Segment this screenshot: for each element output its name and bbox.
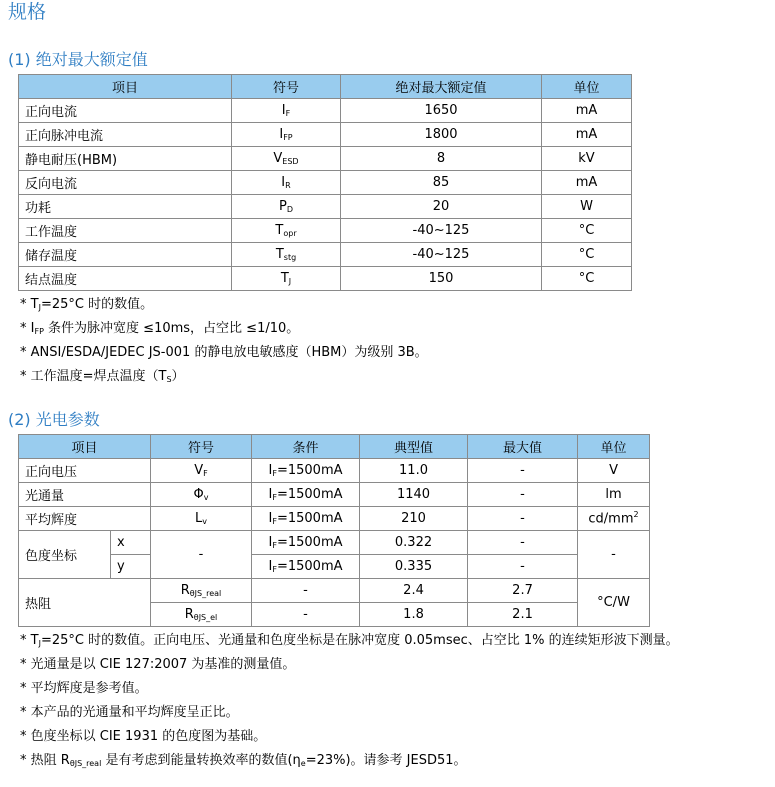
value-cell: 20: [341, 195, 542, 219]
section-2-note-2: * 光通量是以 CIE 127:2007 为基准的测量值。: [20, 657, 296, 672]
table-row: [19, 99, 632, 123]
condition-cell: $I_F=1500mA$: [252, 483, 360, 507]
section-1-note-3: * ANSI/ESDA/JEDEC JS-001 的静电放电敏感度（HBM）为级别 3B。: [20, 345, 428, 360]
condition-cell: $I_F=1500mA$: [252, 555, 360, 579]
symbol-cell: $R_{\theta JS\_el}$: [151, 603, 252, 627]
unit-cell: kV: [542, 147, 632, 171]
symbol-cell: $I_F$: [232, 99, 341, 123]
unit-cell: W: [542, 195, 632, 219]
header-unit: 单位: [542, 75, 632, 99]
max-cell: -: [468, 531, 578, 555]
item-cell: 色度坐标: [19, 531, 111, 579]
item-cell: 平均辉度: [19, 507, 151, 531]
symbol-cell: $P_D$: [232, 195, 341, 219]
item-cell: 光通量: [19, 483, 151, 507]
table-row: [19, 555, 650, 579]
table-row: [19, 195, 632, 219]
symbol-cell: $T_J$: [232, 267, 341, 291]
item-cell: 正向电压: [19, 459, 151, 483]
symbol-cell: $V_{ESD}$: [232, 147, 341, 171]
unit-cell: °C: [542, 243, 632, 267]
section-2-note-3: * 平均辉度是参考值。: [20, 681, 148, 696]
condition-cell: $I_F=1500mA$: [252, 507, 360, 531]
symbol-cell: $L_v$: [151, 507, 252, 531]
section-1-note-2: * $I_{FP}$ 条件为脉冲宽度 ≤10ms，占空比 ≤1/10。: [20, 321, 300, 336]
max-cell: -: [468, 459, 578, 483]
item-cell: 结点温度: [19, 267, 232, 291]
unit-cell: $cd/mm^2$: [578, 507, 650, 531]
header-symbol: 符号: [151, 435, 252, 459]
unit-cell: °C: [542, 219, 632, 243]
item-cell: 工作温度: [19, 219, 232, 243]
header-condition: 条件: [252, 435, 360, 459]
table-row: [19, 579, 650, 603]
symbol-cell: $I_{FP}$: [232, 123, 341, 147]
table-row: [19, 267, 632, 291]
section-1-note-4: * 工作温度=焊点温度$(T_S)$: [20, 369, 185, 384]
item-cell: 功耗: [19, 195, 232, 219]
item-cell: 储存温度: [19, 243, 232, 267]
header-rating: 绝对最大额定值: [341, 75, 542, 99]
symbol-cell: $\Phi_v$: [151, 483, 252, 507]
sub-item-cell: y: [111, 555, 151, 579]
max-cell: 2.7: [468, 579, 578, 603]
max-cell: -: [468, 507, 578, 531]
condition-cell: $I_F=1500mA$: [252, 459, 360, 483]
page-title: 规格: [8, 1, 47, 23]
section-2-title: (2) 光电参数: [8, 410, 100, 429]
section-2-note-4: * 本产品的光通量和平均辉度呈正比。: [20, 705, 239, 720]
typical-cell: 2.4: [360, 579, 468, 603]
table-row: [19, 123, 632, 147]
header-symbol: 符号: [232, 75, 341, 99]
typical-cell: 11.0: [360, 459, 468, 483]
typical-cell: 0.335: [360, 555, 468, 579]
unit-cell: -: [578, 531, 650, 579]
unit-cell: lm: [578, 483, 650, 507]
section-1-note-1: * $T_J=25^\circ C$ 时的数值。: [20, 297, 154, 312]
unit-cell: mA: [542, 99, 632, 123]
max-cell: -: [468, 555, 578, 579]
table-row: [19, 243, 632, 267]
typical-cell: 1.8: [360, 603, 468, 627]
section-2-note-5: * 色度坐标以 CIE 1931 的色度图为基础。: [20, 729, 267, 744]
unit-cell: °C/W: [578, 579, 650, 627]
table-row: [19, 483, 650, 507]
condition-cell: $I_F=1500mA$: [252, 531, 360, 555]
typical-cell: 0.322: [360, 531, 468, 555]
symbol-cell: -: [151, 531, 252, 579]
value-cell: -40~125: [341, 219, 542, 243]
table-row: [19, 219, 632, 243]
item-cell: 静电耐压(HBM): [19, 147, 232, 171]
item-cell: 正向脉冲电流: [19, 123, 232, 147]
absolute-max-ratings-table: [18, 74, 632, 291]
unit-cell: mA: [542, 123, 632, 147]
table-row: [19, 531, 650, 555]
table-row: [19, 507, 650, 531]
symbol-cell: $V_F$: [151, 459, 252, 483]
typical-cell: 1140: [360, 483, 468, 507]
unit-cell: mA: [542, 171, 632, 195]
table-row: [19, 459, 650, 483]
max-cell: -: [468, 483, 578, 507]
unit-cell: °C: [542, 267, 632, 291]
item-cell: 正向电流: [19, 99, 232, 123]
value-cell: 1650: [341, 99, 542, 123]
condition-cell: -: [252, 579, 360, 603]
header-item: 项目: [19, 75, 232, 99]
section-2-note-1: * $T_J=25^\circ C$ 时的数值。正向电压、光通量和色度坐标是在脉冲宽度 0.05msec、占空比 1% 的连续矩形波下测量。: [20, 633, 679, 648]
item-cell: 反向电流: [19, 171, 232, 195]
value-cell: 85: [341, 171, 542, 195]
section-2-note-6: * 热阻 $R_{\theta JS\_real}$ 是有考虑到能量转换效率的数值$(\eta_e=23\%)$。请参考 JESD51。: [20, 753, 467, 768]
table-header-row: [19, 435, 650, 459]
symbol-cell: $I_R$: [232, 171, 341, 195]
value-cell: 1800: [341, 123, 542, 147]
unit-cell: V: [578, 459, 650, 483]
symbol-cell: $R_{\theta JS\_real}$: [151, 579, 252, 603]
table-header-row: [19, 75, 632, 99]
header-typical: 典型值: [360, 435, 468, 459]
symbol-cell: $T_{opr}$: [232, 219, 341, 243]
header-item: 项目: [19, 435, 151, 459]
table-row: [19, 147, 632, 171]
value-cell: -40~125: [341, 243, 542, 267]
item-cell: 热阻: [19, 579, 151, 627]
header-unit: 单位: [578, 435, 650, 459]
value-cell: 150: [341, 267, 542, 291]
electro-optical-table: [18, 434, 650, 627]
max-cell: 2.1: [468, 603, 578, 627]
condition-cell: -: [252, 603, 360, 627]
typical-cell: 210: [360, 507, 468, 531]
symbol-cell: $T_{stg}$: [232, 243, 341, 267]
table-row: [19, 171, 632, 195]
value-cell: 8: [341, 147, 542, 171]
sub-item-cell: x: [111, 531, 151, 555]
header-max: 最大值: [468, 435, 578, 459]
section-1-title: (1) 绝对最大额定值: [8, 50, 148, 69]
